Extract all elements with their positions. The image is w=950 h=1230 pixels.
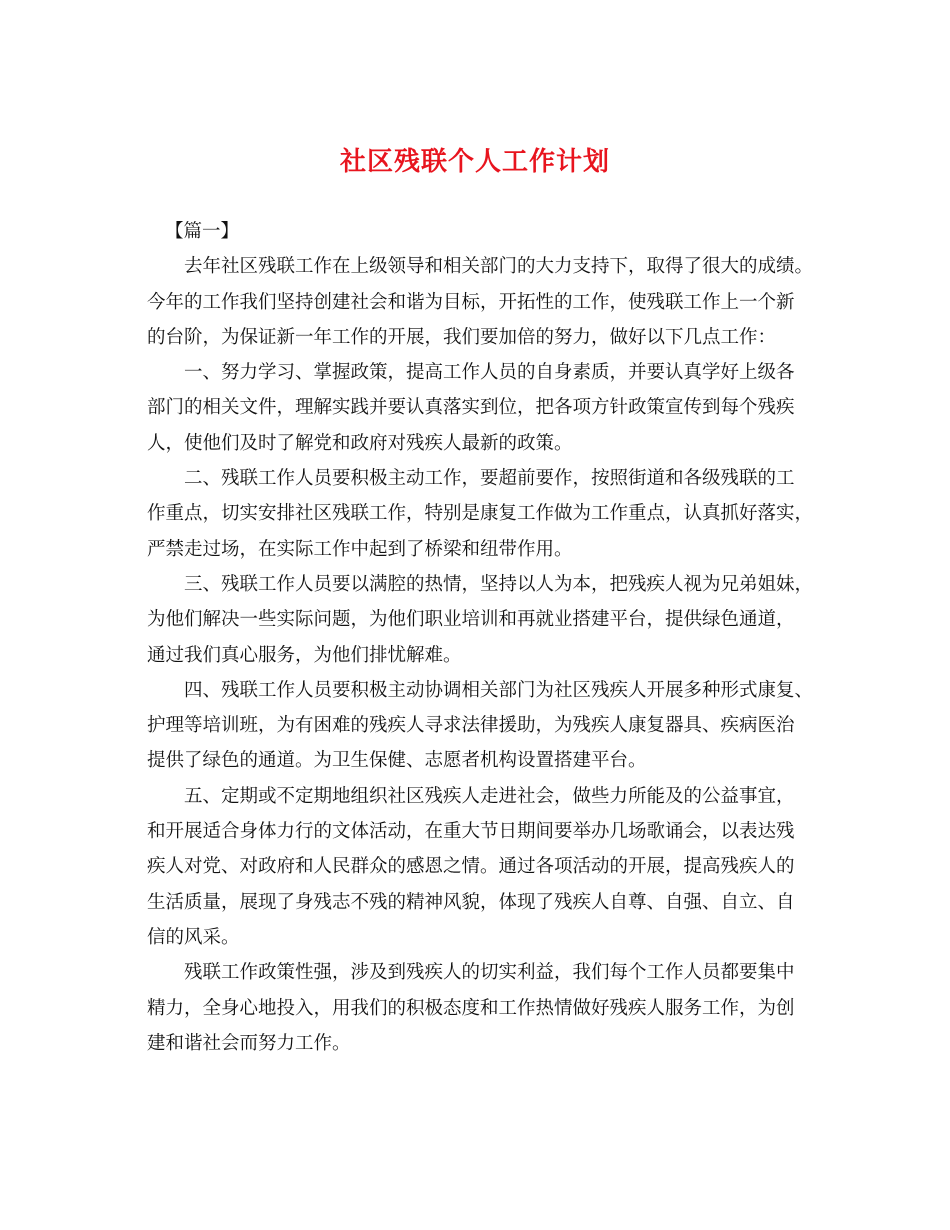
paragraph-line: 五、定期或不定期地组织社区残疾人走进社会，做些力所能及的公益事宜，: [184, 785, 795, 807]
paragraph-item-1: [147, 355, 807, 461]
paragraph-line: 严禁走过场，在实际工作中起到了桥梁和纽带作用。: [147, 538, 573, 560]
paragraph-line: 生活质量，展现了身残志不残的精神风貌，体现了残疾人自尊、自强、自立、自: [147, 891, 795, 913]
paragraph-line: 的台阶，为保证新一年工作的开展，我们要加倍的努力，做好以下几点工作：: [147, 326, 777, 348]
paragraph-line: 一、努力学习、掌握政策，提高工作人员的自身素质，并要认真学好上级各: [184, 362, 795, 384]
paragraph-line: 部门的相关文件，理解实践并要认真落实到位，把各项方针政策宣传到每个残疾: [147, 397, 795, 419]
paragraph-line: 人，使他们及时了解党和政府对残疾人最新的政策。: [147, 432, 573, 454]
paragraph-line: 提供了绿色的通道。为卫生保健、志愿者机构设置搭建平台。: [147, 750, 647, 772]
section-label: 【篇一】: [165, 221, 240, 242]
paragraph-line: 残联工作政策性强，涉及到残疾人的切实利益，我们每个工作人员都要集中: [184, 962, 795, 984]
paragraph-conclusion: [147, 955, 807, 1061]
paragraph-line: 护理等培训班，为有困难的残疾人寻求法律援助，为残疾人康复器具、疾病医治: [147, 715, 795, 737]
paragraph-line: 信的风采。: [147, 926, 240, 948]
paragraph-line: 今年的工作我们坚持创建社会和谐为目标，开拓性的工作，使残联工作上一个新: [147, 291, 795, 313]
paragraph-line: 去年社区残联工作在上级领导和相关部门的大力支持下，取得了很大的成绩。: [184, 256, 814, 278]
paragraph-line: 三、残联工作人员要以满腔的热情，坚持以人为本，把残疾人视为兄弟姐妹，: [184, 573, 814, 595]
document-body: [147, 214, 814, 1061]
paragraph-line: 通过我们真心服务，为他们排忧解难。: [147, 644, 462, 666]
document-title: 社区残联个人工作计划: [339, 147, 610, 177]
paragraph-item-5: [147, 779, 807, 955]
paragraph-line: 建和谐社会而努力工作。: [147, 1032, 351, 1054]
paragraph-line: 二、残联工作人员要积极主动工作，要超前要作，按照街道和各级残联的工: [184, 468, 795, 490]
paragraph-item-2: [147, 461, 814, 567]
paragraph-intro: [147, 249, 814, 355]
paragraph-line: 作重点，切实安排社区残联工作，特别是康复工作做为工作重点，认真抓好落实，: [147, 503, 814, 525]
paragraph-item-3: [147, 567, 814, 673]
paragraph-line: 精力，全身心地投入，用我们的积极态度和工作热情做好残疾人服务工作，为创: [147, 997, 795, 1019]
paragraph-line: 和开展适合身体力行的文体活动，在重大节日期间要举办几场歌诵会，以表达残: [147, 821, 795, 843]
paragraph-item-4: [147, 673, 814, 779]
paragraph-line: 疾人对党、对政府和人民群众的感恩之情。通过各项活动的开展，提高残疾人的: [147, 856, 795, 878]
paragraph-line: 为他们解决一些实际问题，为他们职业培训和再就业搭建平台，提供绿色通道，: [147, 609, 795, 631]
paragraph-line: 四、残联工作人员要积极主动协调相关部门为社区残疾人开展多种形式康复、: [184, 679, 814, 701]
